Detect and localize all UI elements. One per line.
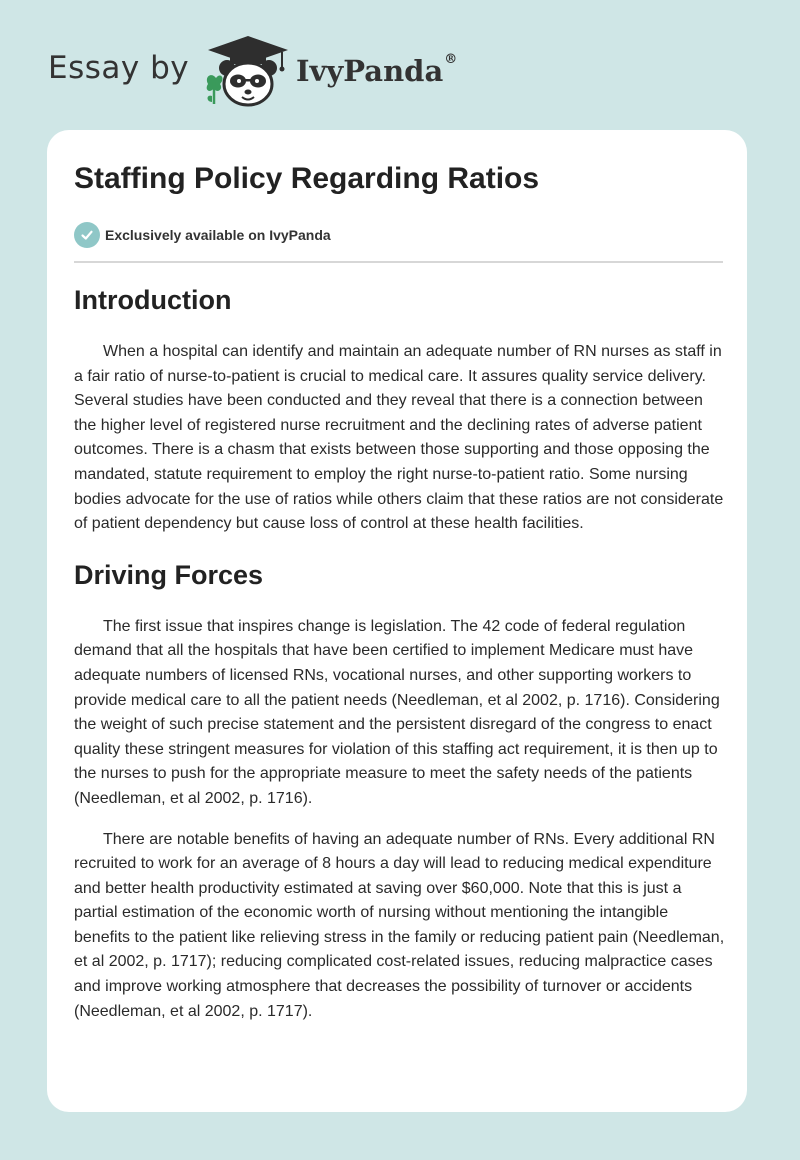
section-heading: Introduction: [74, 285, 232, 315]
paragraph: There are notable benefits of having an adequate number of RNs. Every additional RN recruited to work for an average of 8 hours a day will lead to reducing medical expenditure and better health productivity estimated at saving over $60,000. Note that this is just a partial estimation of the economic worth of nursing without mentioning the intangible benefits to the patient like relieving stress in the family or reducing patient pain (Needleman, et al 2002, p. 1717); reducing complicated cost-related issues, reducing malpractice cases and improve working atmosphere that decreases the possibility of turnover or accidents (Needleman, et al 2002, p. 1717).: [74, 830, 725, 1020]
paragraph: When a hospital can identify and maintain an adequate number of RN nurses as staff in a fair ratio of nurse-to-patient is crucial to medical care. It assures quality service delivery. Several studies have been conducted and they reveal that there is a connection between the higher level of registered nurse recruitment and the declining rates of adverse patient outcomes. There is a chasm that exists between those supporting and those opposing the mandated, statute requirement to employ the right nurse-to-patient ratio. Some nursing bodies advocate for the use of ratios while others claim that these ratios are not considerate of patient dependency but cause loss of control at these health facilities.: [74, 343, 724, 533]
registered-mark: ®: [444, 52, 458, 67]
article-card: [47, 130, 747, 1112]
section-heading: Driving Forces: [74, 559, 264, 590]
panda-graduate-logo-icon[interactable]: [202, 34, 294, 110]
divider: [74, 261, 723, 263]
paragraph: The first issue that inspires change is legislation. The 42 code of federal regulation demand that all the hospitals that have been certified to implement Medicare must have adequate numbers of licensed RNs, vocational nurses, and other supporting workers to provide medical care to all the patient needs (Needleman, et al 2002, p. 1716). Considering the weight of such precise statement and the persistent disregard of the congress to enact quality these stringent measures for violation of this staffing act requirement, it is then up to the nurses to push for the appropriate measure to meet the safety needs of the patients (Needleman, et al 2002, p. 1716).: [74, 617, 720, 807]
check-circle-icon: [74, 222, 100, 248]
page-title: Staffing Policy Regarding Ratios: [74, 162, 540, 195]
section-introduction: [74, 282, 726, 537]
badge-label: Exclusively available on IvyPanda: [105, 227, 331, 243]
section-driving-forces: [74, 557, 726, 1025]
exclusive-badge: [74, 222, 331, 248]
site-header: [0, 0, 800, 120]
brand-name[interactable]: IvyPanda®: [296, 52, 458, 88]
essay-by-label: Essay by: [48, 50, 190, 86]
article-body: [74, 282, 726, 1024]
